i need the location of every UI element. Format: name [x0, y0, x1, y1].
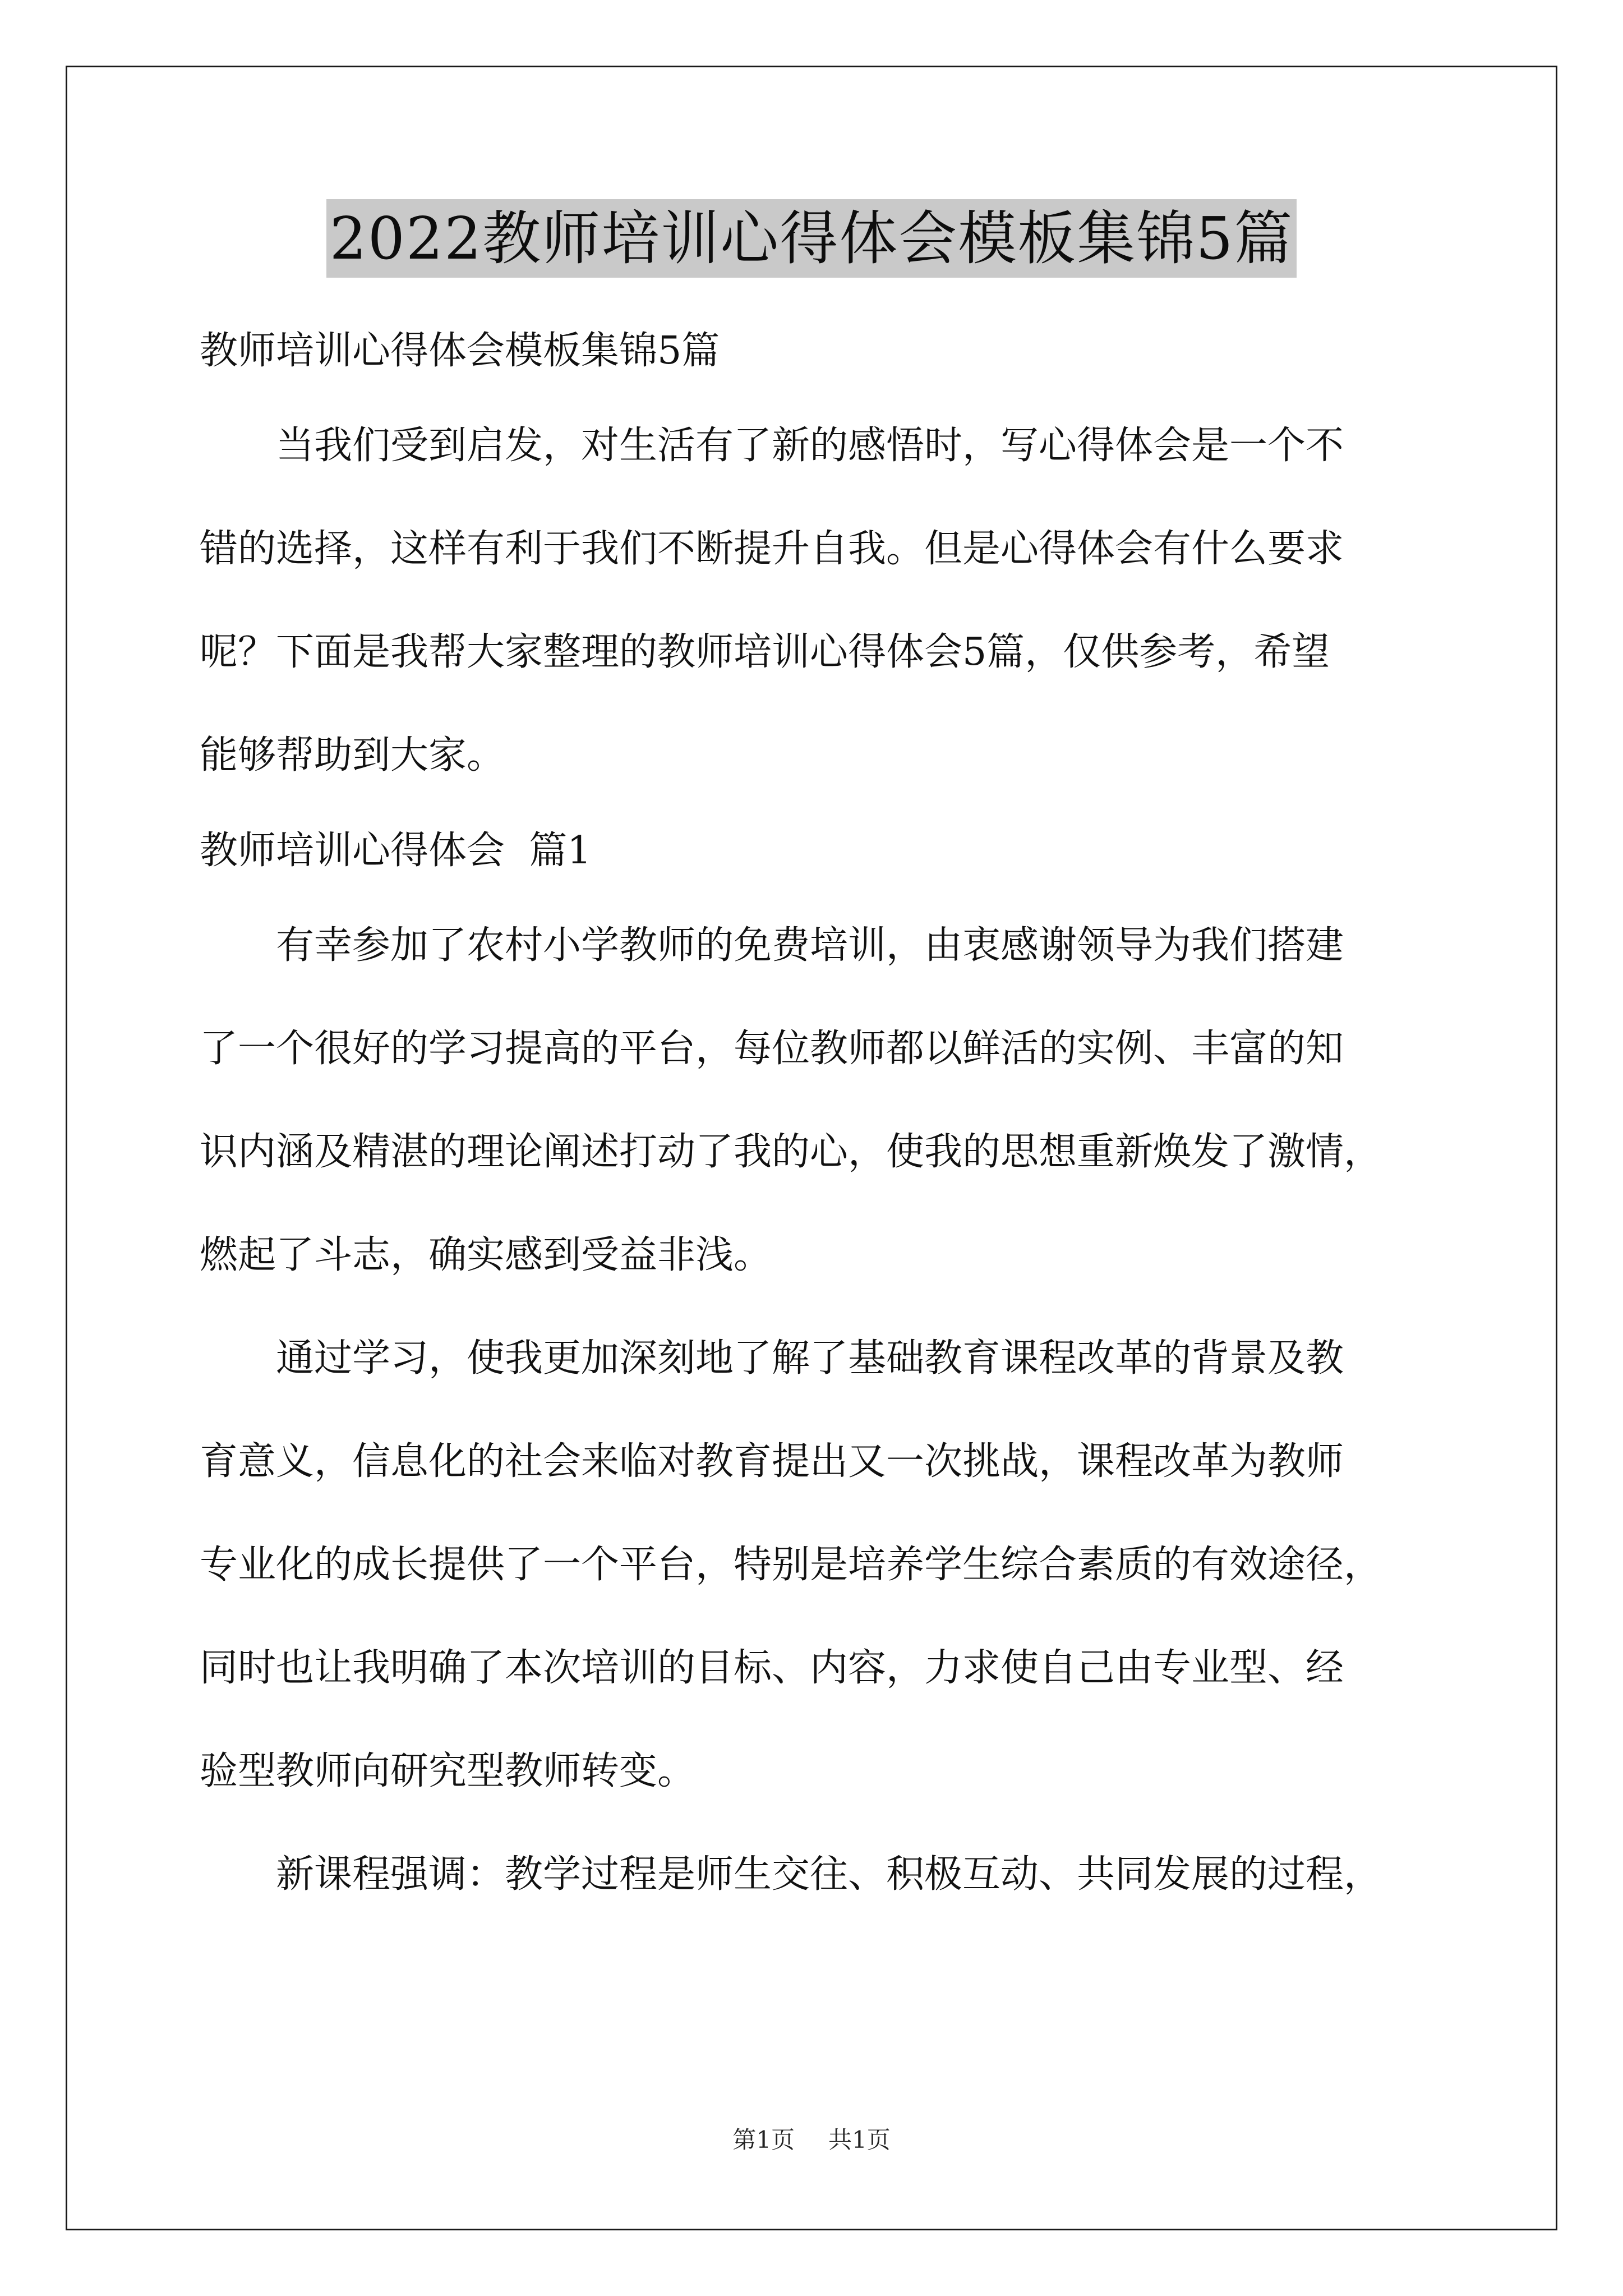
paragraph-line: 了一个很好的学习提高的平台，每位教师都以鲜活的实例、丰富的知 [200, 1027, 1344, 1071]
page-number: 第1页 [732, 2126, 795, 2154]
section-heading: 教师培训心得体会 篇1 [200, 829, 592, 873]
page-total: 共1页 [828, 2126, 891, 2154]
paragraph-line: 专业化的成长提供了一个平台，特别是培养学生综合素质的有效途径， [200, 1543, 1382, 1587]
paragraph-line: 新课程强调：教学过程是师生交往、积极互动、共同发展的过程， [200, 1852, 1382, 1897]
title-container [0, 199, 1623, 278]
page-footer [0, 2123, 1623, 2157]
paragraph-line: 识内涵及精湛的理论阐述打动了我的心，使我的思想重新焕发了激情， [200, 1130, 1382, 1174]
paragraph-line: 通过学习，使我更加深刻地了解了基础教育课程改革的背景及教 [200, 1336, 1344, 1381]
intro-line: 能够帮助到大家。 [200, 733, 505, 777]
document-body [200, 307, 1433, 1926]
paragraph-3 [200, 1823, 1433, 1926]
paragraph-line: 燃起了斗志，确实感到受益非浅。 [200, 1233, 772, 1277]
paragraph-line: 有幸参加了农村小学教师的免费培训，由衷感谢领导为我们搭建 [200, 923, 1344, 968]
intro-line: 呢？下面是我帮大家整理的教师培训心得体会5篇，仅供参考，希望 [200, 630, 1330, 674]
intro-line: 当我们受到启发，对生活有了新的感悟时，写心得体会是一个不 [200, 424, 1344, 468]
document-title: 2022教师培训心得体会模板集锦5篇 [326, 199, 1297, 278]
paragraph-2 [200, 1307, 1433, 1823]
paragraph-line: 育意义，信息化的社会来临对教育提出又一次挑战，课程改革为教师 [200, 1439, 1344, 1484]
intro-line: 错的选择，这样有利于我们不断提升自我。但是心得体会有什么要求 [200, 527, 1344, 571]
paragraph-line: 同时也让我明确了本次培训的目标、内容，力求使自己由专业型、经 [200, 1646, 1344, 1690]
paragraph-1 [200, 894, 1433, 1307]
intro-paragraph [200, 394, 1433, 807]
paragraph-line: 验型教师向研究型教师转变。 [200, 1749, 696, 1793]
document-subtitle: 教师培训心得体会模板集锦5篇 [200, 329, 720, 373]
